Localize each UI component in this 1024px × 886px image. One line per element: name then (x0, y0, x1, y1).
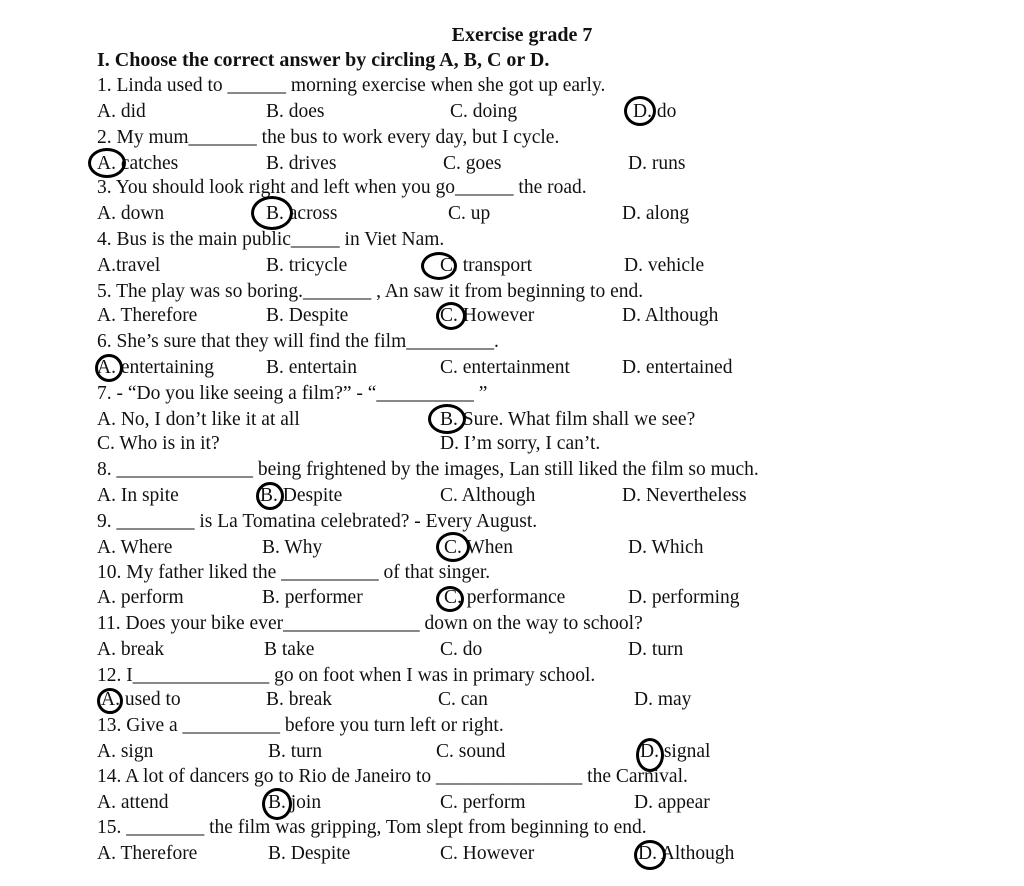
q2-option-d[interactable]: D. runs (628, 153, 686, 174)
question-14: 14. A lot of dancers go to Rio de Janeiro to _______________ the Carnival. (97, 766, 688, 787)
q12-option-d[interactable]: D. may (634, 689, 692, 710)
q3-option-b[interactable]: B. across (266, 203, 338, 224)
q6-option-c[interactable]: C. entertainment (440, 357, 570, 378)
q8-option-c[interactable]: C. Although (440, 485, 536, 506)
q13-option-b[interactable]: B. turn (268, 741, 323, 762)
q3-option-d[interactable]: D. along (622, 203, 690, 224)
q7-option-c[interactable]: C. Who is in it? (97, 433, 220, 454)
q15-option-c[interactable]: C. However (440, 843, 535, 864)
question-11: 11. Does your bike ever______________ down on the way to school? (97, 613, 643, 634)
q4-option-d[interactable]: D. vehicle (624, 255, 705, 276)
q11-option-b[interactable]: B take (264, 639, 315, 660)
q5-option-a[interactable]: A. Therefore (97, 305, 198, 326)
q14-option-c[interactable]: C. perform (440, 792, 526, 813)
q10-option-a[interactable]: A. perform (97, 587, 184, 608)
q9-option-c[interactable]: C. When (444, 537, 513, 558)
q2-option-b[interactable]: B. drives (266, 153, 337, 174)
q6-option-a[interactable]: A. entertaining (97, 357, 214, 378)
question-10: 10. My father liked the __________ of that singer. (97, 562, 491, 583)
q15-option-b[interactable]: B. Despite (268, 843, 351, 864)
q5-option-d[interactable]: D. Although (622, 305, 719, 326)
q5-option-b[interactable]: B. Despite (266, 305, 349, 326)
instruction-heading: I. Choose the correct answer by circling A, B, C or D. (97, 49, 550, 71)
q11-option-d[interactable]: D. turn (628, 639, 684, 660)
q2-option-c[interactable]: C. goes (443, 153, 502, 174)
question-4: 4. Bus is the main public_____ in Viet Nam. (97, 229, 445, 250)
q4-option-a[interactable]: A.travel (97, 255, 161, 276)
q3-option-a[interactable]: A. down (97, 203, 165, 224)
q15-option-a[interactable]: A. Therefore (97, 843, 198, 864)
q10-option-b[interactable]: B. performer (262, 587, 363, 608)
q7-option-d[interactable]: D. I’m sorry, I can’t. (440, 433, 601, 454)
q4-option-c[interactable]: C. transport (440, 255, 533, 276)
q8-option-a[interactable]: A. In spite (97, 485, 179, 506)
q10-option-c[interactable]: C. performance (444, 587, 566, 608)
q13-option-a[interactable]: A. sign (97, 741, 154, 762)
q11-option-a[interactable]: A. break (97, 639, 165, 660)
q10-option-d[interactable]: D. performing (628, 587, 740, 608)
q1-option-d[interactable]: D. do (633, 101, 677, 122)
page-title: Exercise grade 7 (451, 24, 593, 46)
question-13: 13. Give a __________ before you turn left or right. (97, 715, 504, 736)
q7-option-b[interactable]: B. Sure. What film shall we see? (440, 409, 696, 430)
q14-option-b[interactable]: B. join (268, 792, 322, 813)
q6-option-b[interactable]: B. entertain (266, 357, 357, 378)
q1-option-a[interactable]: A. did (97, 101, 146, 122)
q8-option-d[interactable]: D. Nevertheless (622, 485, 747, 506)
q6-option-d[interactable]: D. entertained (622, 357, 733, 378)
question-6: 6. She’s sure that they will find the film_________. (97, 331, 499, 352)
q12-option-b[interactable]: B. break (266, 689, 333, 710)
q7-option-a[interactable]: A. No, I don’t like it at all (97, 409, 300, 430)
q12-option-a[interactable]: A. used to (101, 689, 181, 710)
question-8: 8. ______________ being frightened by the images, Lan still liked the film so much. (97, 459, 759, 480)
question-15: 15. ________ the film was gripping, Tom slept from beginning to end. (97, 817, 647, 838)
q9-option-d[interactable]: D. Which (628, 537, 704, 558)
question-12: 12. I______________ go on foot when I was in primary school. (97, 665, 596, 686)
question-5: 5. The play was so boring._______ , An saw it from beginning to end. (97, 281, 644, 302)
q12-option-c[interactable]: C. can (438, 689, 488, 710)
q8-option-b[interactable]: B. Despite (260, 485, 343, 506)
question-3: 3. You should look right and left when you go______ the road. (97, 177, 587, 198)
question-2: 2. My mum_______ the bus to work every day, but I cycle. (97, 127, 560, 148)
q2-option-a[interactable]: A. catches (97, 153, 179, 174)
q9-option-b[interactable]: B. Why (262, 537, 323, 558)
q4-option-b[interactable]: B. tricycle (266, 255, 348, 276)
q15-option-d[interactable]: D. Although (638, 843, 735, 864)
question-9: 9. ________ is La Tomatina celebrated? - Every August. (97, 511, 538, 532)
question-1: 1. Linda used to ______ morning exercise when she got up early. (97, 75, 606, 96)
q5-option-c[interactable]: C. However (440, 305, 535, 326)
q9-option-a[interactable]: A. Where (97, 537, 173, 558)
question-7: 7. - “Do you like seeing a film?” - “__________ ” (97, 383, 488, 404)
q14-option-a[interactable]: A. attend (97, 792, 169, 813)
q1-option-c[interactable]: C. doing (450, 101, 518, 122)
q14-option-d[interactable]: D. appear (634, 792, 710, 813)
q1-option-b[interactable]: B. does (266, 101, 325, 122)
q3-option-c[interactable]: C. up (448, 203, 491, 224)
q11-option-c[interactable]: C. do (440, 639, 483, 660)
q13-option-d[interactable]: D. signal (640, 741, 711, 762)
q13-option-c[interactable]: C. sound (436, 741, 506, 762)
